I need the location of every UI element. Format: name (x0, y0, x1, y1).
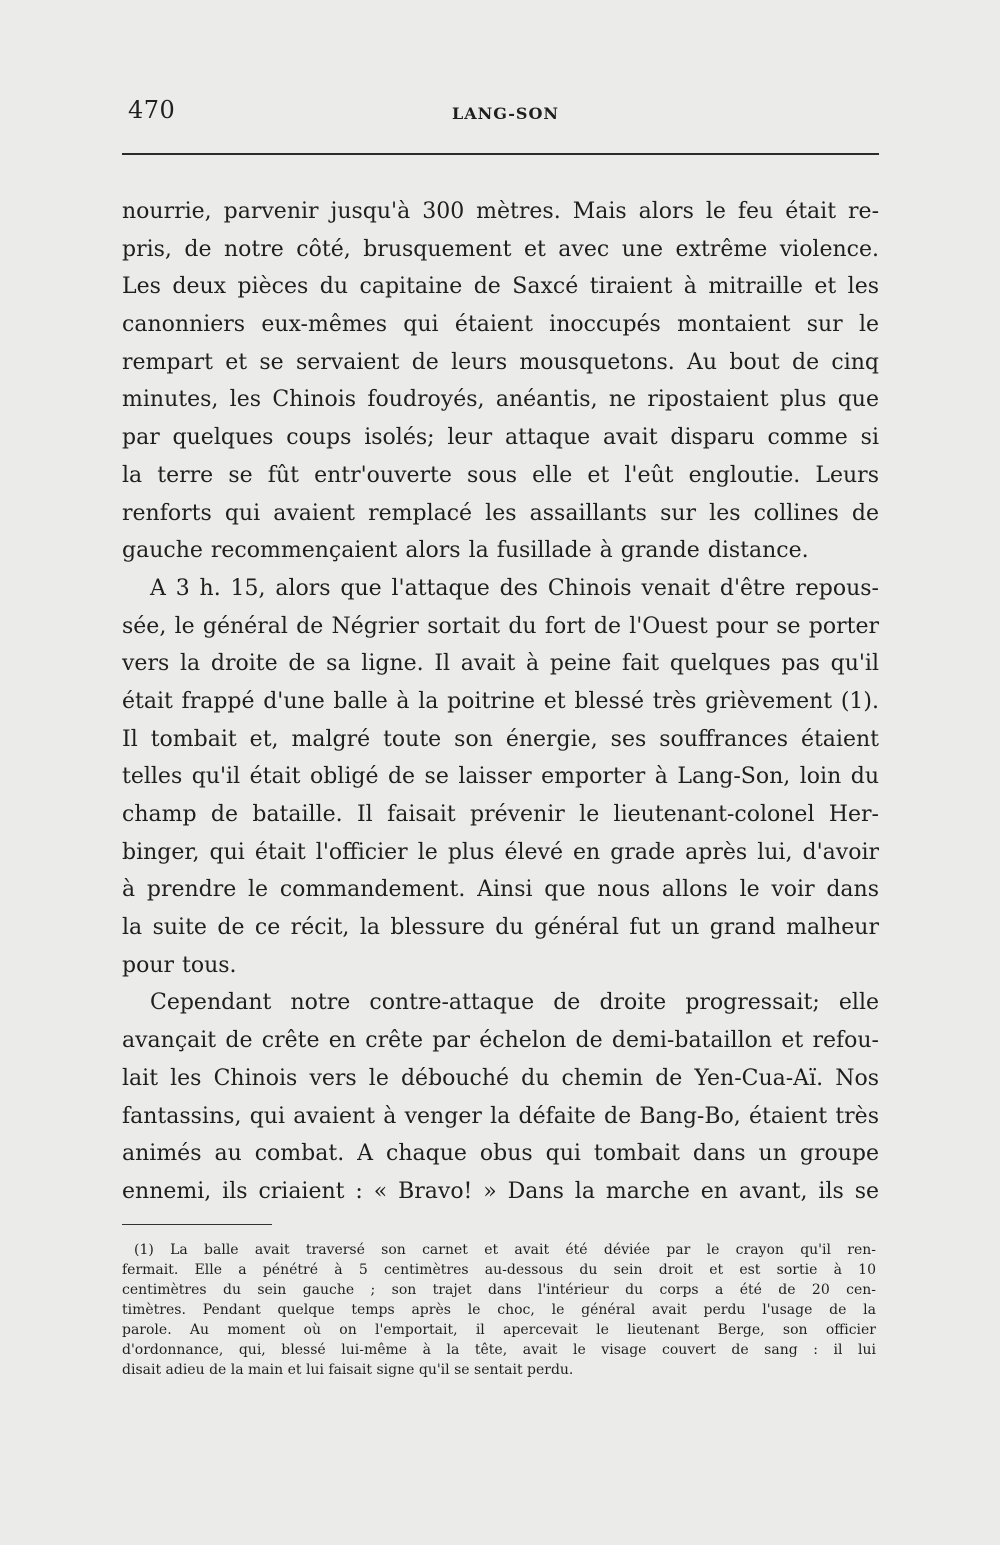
footnote-line: disait adieu de la main et lui faisait signe qu'il se sentait perdu. (122, 1362, 574, 1378)
body-line: la terre se fût entr'ouverte sous elle et l'eût engloutie. Leurs (122, 462, 879, 488)
body-line: minutes, les Chinois foudroyés, anéantis, ne ripostaient plus que (122, 387, 879, 413)
body-text (122, 193, 879, 1211)
footnote-line: d'ordonnance, qui, blessé lui-même à la tête, avait le visage couvert de sang : il lui (122, 1342, 876, 1358)
body-line: pris, de notre côté, brusquement et avec une extrême violence. (122, 236, 879, 262)
header-rule (122, 153, 879, 155)
page-number: 470 (128, 96, 176, 124)
footnote-line: timètres. Pendant quelque temps après le choc, le général avait perdu l'usage de la (122, 1302, 876, 1318)
body-line: nourrie, parvenir jusqu'à 300 mètres. Mais alors le feu était re- (122, 199, 879, 224)
body-line: ennemi, ils criaient : « Bravo! » Dans la marche en avant, ils se (122, 1178, 879, 1204)
body-line: par quelques coups isolés; leur attaque avait disparu comme si (122, 425, 879, 451)
body-line: rempart et se servaient de leurs mousquetons. Au bout de cinq (122, 349, 879, 375)
body-line: animés au combat. A chaque obus qui tombait dans un groupe (122, 1141, 879, 1167)
footnote-line: parole. Au moment où on l'emportait, il apercevait le lieutenant Berge, son officier (122, 1322, 876, 1338)
footnote-line: fermait. Elle a pénétré à 5 centimètres au-dessous du sein droit et est sortie à 10 (122, 1262, 876, 1278)
running-title: LANG-SON (452, 104, 560, 123)
body-line: Cependant notre contre-attaque de droite progressait; elle (150, 990, 879, 1016)
body-line: la suite de ce récit, la blessure du général fut un grand malheur (122, 915, 879, 941)
body-line: Il tombait et, malgré toute son énergie, ses souffrances étaient (122, 726, 879, 752)
body-line: fantassins, qui avaient à venger la défaite de Bang-Bo, étaient très (122, 1103, 879, 1129)
body-line: canonniers eux-mêmes qui étaient inoccupés montaient sur le (122, 312, 879, 338)
body-line: gauche recommençaient alors la fusillade à grande distance. (122, 538, 809, 564)
body-line: avançait de crête en crête par échelon de demi-bataillon et refou- (122, 1028, 879, 1054)
footnote-line: (1) La balle avait traversé son carnet et avait été déviée par le crayon qu'il ren- (134, 1242, 876, 1258)
body-line: lait les Chinois vers le débouché du chemin de Yen-Cua-Aï. Nos (122, 1065, 879, 1091)
body-line: vers la droite de sa ligne. Il avait à peine fait quelques pas qu'il (122, 651, 879, 677)
body-line: renforts qui avaient remplacé les assaillants sur les collines de (122, 500, 879, 526)
body-line: binger, qui était l'officier le plus élevé en grade après lui, d'avoir (122, 839, 879, 865)
body-line: champ de bataille. Il faisait prévenir le lieutenant-colonel Her- (122, 802, 879, 827)
footnote (122, 1240, 876, 1380)
body-line: A 3 h. 15, alors que l'attaque des Chinois venait d'être repous- (150, 575, 879, 601)
body-line: à prendre le commandement. Ainsi que nous allons le voir dans (122, 877, 879, 903)
footnote-rule (122, 1224, 272, 1225)
body-line: telles qu'il était obligé de se laisser emporter à Lang-Son, loin du (122, 764, 879, 790)
footnote-line: centimètres du sein gauche ; son trajet dans l'intérieur du corps a été de 20 cen- (122, 1282, 876, 1298)
body-line: Les deux pièces du capitaine de Saxcé tiraient à mitraille et les (122, 274, 879, 300)
body-line: sée, le général de Négrier sortait du fort de l'Ouest pour se porter (122, 613, 879, 639)
body-line: pour tous. (122, 952, 237, 978)
body-line: était frappé d'une balle à la poitrine et blessé très grièvement (1). (122, 688, 879, 714)
